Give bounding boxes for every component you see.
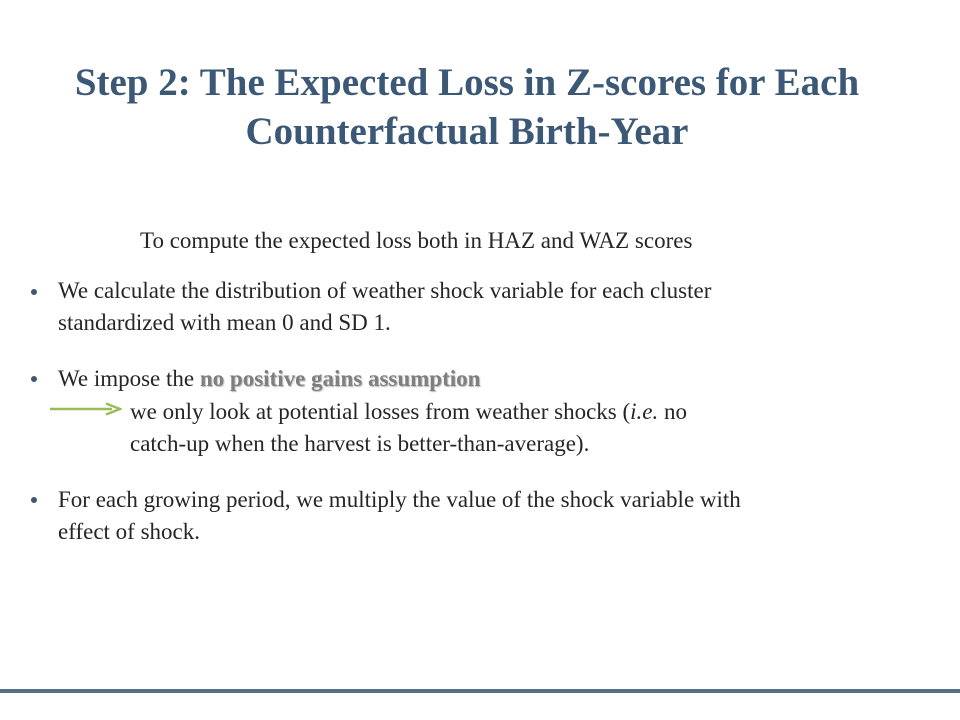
bullet-3-line-1: For each growing period, we multiply the value of the shock variable with (58, 487, 741, 512)
bullet-3-dot (31, 497, 37, 503)
ie-italic: i.e. (630, 399, 659, 424)
no-positive-gains-emphasis: no positive gains assumption (199, 366, 481, 391)
slide-title-line-2: Counterfactual Birth-Year (245, 110, 689, 153)
bullet-2-sub-line-1-a: we only look at potential losses from weather shocks ( (130, 399, 631, 424)
footer-band (0, 693, 960, 720)
slide-title (0, 58, 934, 156)
bullet-3 (58, 484, 741, 548)
bullet-2-line-1 (58, 363, 480, 395)
bullet-1 (58, 275, 711, 339)
bullet-3-line-2: effect of shock. (58, 519, 200, 544)
bullet-2 (58, 363, 480, 395)
right-arrow-icon (50, 402, 122, 416)
bullet-2-sub-text (130, 396, 687, 460)
slide-title-line-1: Step 2: The Expected Loss in Z-scores for Each (74, 61, 860, 104)
bullet-1-line-2: standardized with mean 0 and SD 1. (58, 310, 391, 335)
bullet-2-sub-line-2: catch-up when the harvest is better-than-average). (130, 431, 590, 456)
bullet-2-sub-line-1 (130, 396, 687, 428)
intro-text: To compute the expected loss both in HAZ and WAZ scores (140, 228, 693, 253)
bullet-2-dot (31, 376, 37, 382)
bullet-2-sub-line-1-b: no (658, 399, 687, 424)
bullet-1-line-1: We calculate the distribution of weather shock variable for each cluster (58, 278, 712, 303)
bullet-2-prefix: We impose the (58, 366, 200, 391)
bullet-1-dot (31, 289, 37, 295)
